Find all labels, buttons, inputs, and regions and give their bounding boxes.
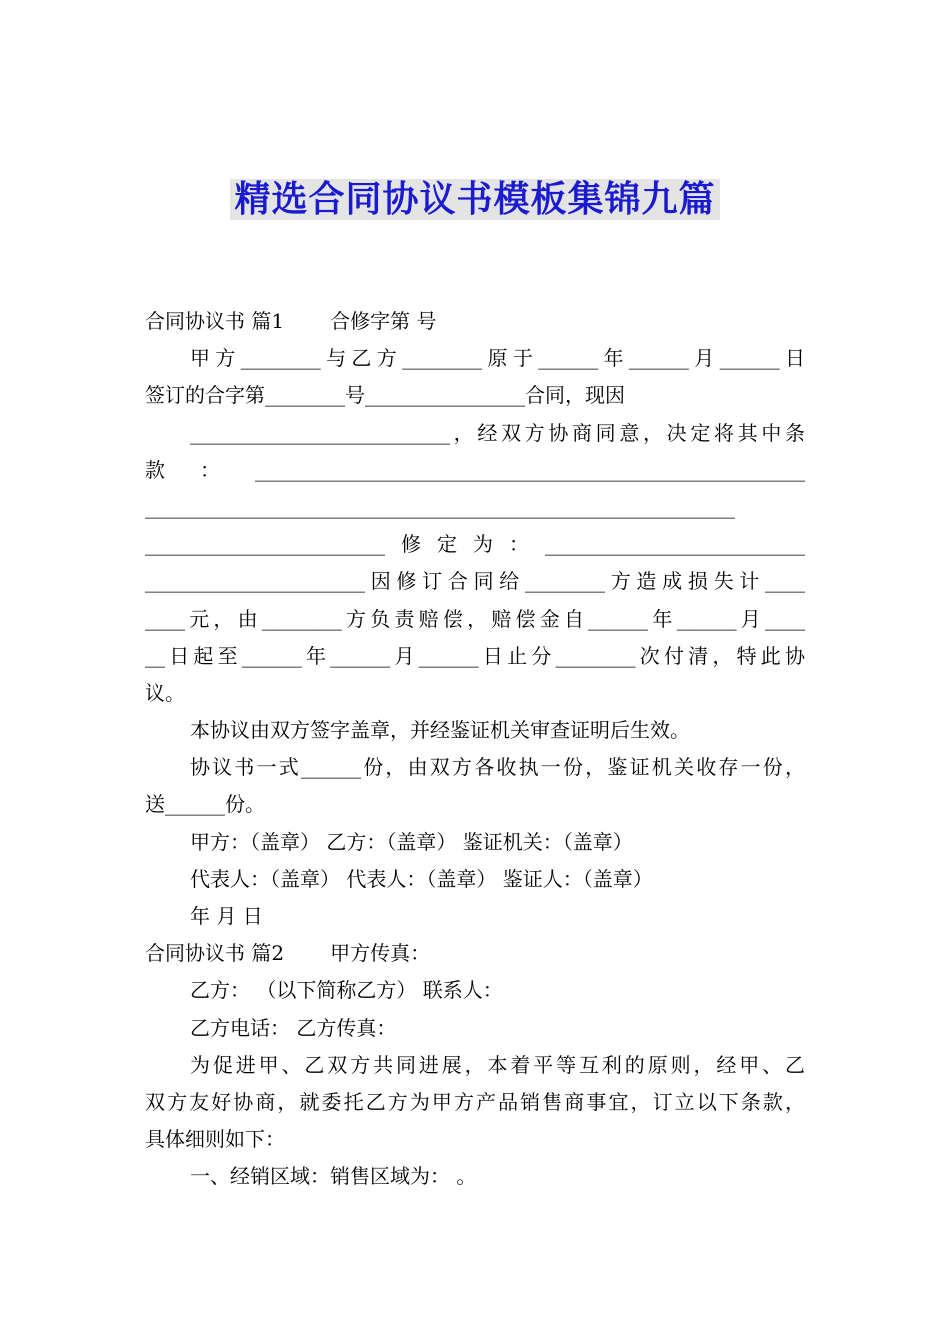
date-line: 年 月 日 (190, 904, 263, 928)
section-heading-line (145, 935, 805, 972)
paragraph-line: 签订的合字第________号________________合同，现因 (145, 383, 625, 408)
paragraph-line: ____元，由________方负责赔偿，赔偿金自______年______月____ (145, 606, 805, 631)
contract-number-label: 合修字第 号 (330, 309, 437, 333)
paragraph-line: 协议书一式______份，由双方各收执一份，鉴证机关收存一份， (190, 755, 805, 780)
signature-line: 甲方：（盖章） 乙方：（盖章） 鉴证机关：（盖章） (190, 829, 633, 854)
paragraph-line: 议。 (145, 680, 185, 705)
paragraph-line: 乙方： （以下简称乙方） 联系人： (190, 978, 503, 1003)
paragraph-line: 乙方电话： 乙方传真： (190, 1015, 397, 1040)
paragraph-line: 具体细则如下： (145, 1127, 285, 1152)
paragraph-line: ______________________因修订合同给________方造成损失计____ (145, 569, 805, 594)
paragraph-line: ________________________修定为：__________________________ (145, 532, 805, 557)
paragraph-line: 款：_______________________________________________________ (145, 457, 805, 482)
paragraph-line: __________________________，经双方协商同意，决定将其中条 (190, 420, 805, 445)
document-title (0, 172, 950, 228)
party-a-fax-label: 甲方传真： (330, 941, 431, 966)
clause-line: 一、经销区域：销售区域为： 。 (190, 1164, 477, 1189)
document-title-text: 精选合同协议书模板集锦九篇 (230, 179, 719, 220)
document-body (145, 303, 805, 1196)
paragraph-line: 甲方________与乙方________原于______年______月______日 (190, 346, 805, 371)
paragraph-line: 本协议由双方签字盖章，并经鉴证机关审查证明后生效。 (190, 718, 690, 743)
signature-line: 代表人：（盖章） 代表人：（盖章） 鉴证人：（盖章） (190, 866, 653, 891)
paragraph-line: 双方友好协商，就委托乙方为甲方产品销售商事宜，订立以下条款， (145, 1089, 805, 1114)
section-heading: 合同协议书 篇2 (145, 941, 285, 966)
paragraph-line: 为促进甲、乙双方共同进展，本着平等互利的原则，经甲、乙 (190, 1052, 805, 1077)
section-heading: 合同协议书 篇1 (145, 309, 285, 333)
paragraph-line: 送______份。 (145, 792, 265, 817)
paragraph-line: __日起至______年______月______日止分________次付清，特此协 (145, 643, 805, 668)
paragraph-line: ___________________________________________________________ (145, 494, 735, 519)
section-heading-line (145, 303, 805, 340)
